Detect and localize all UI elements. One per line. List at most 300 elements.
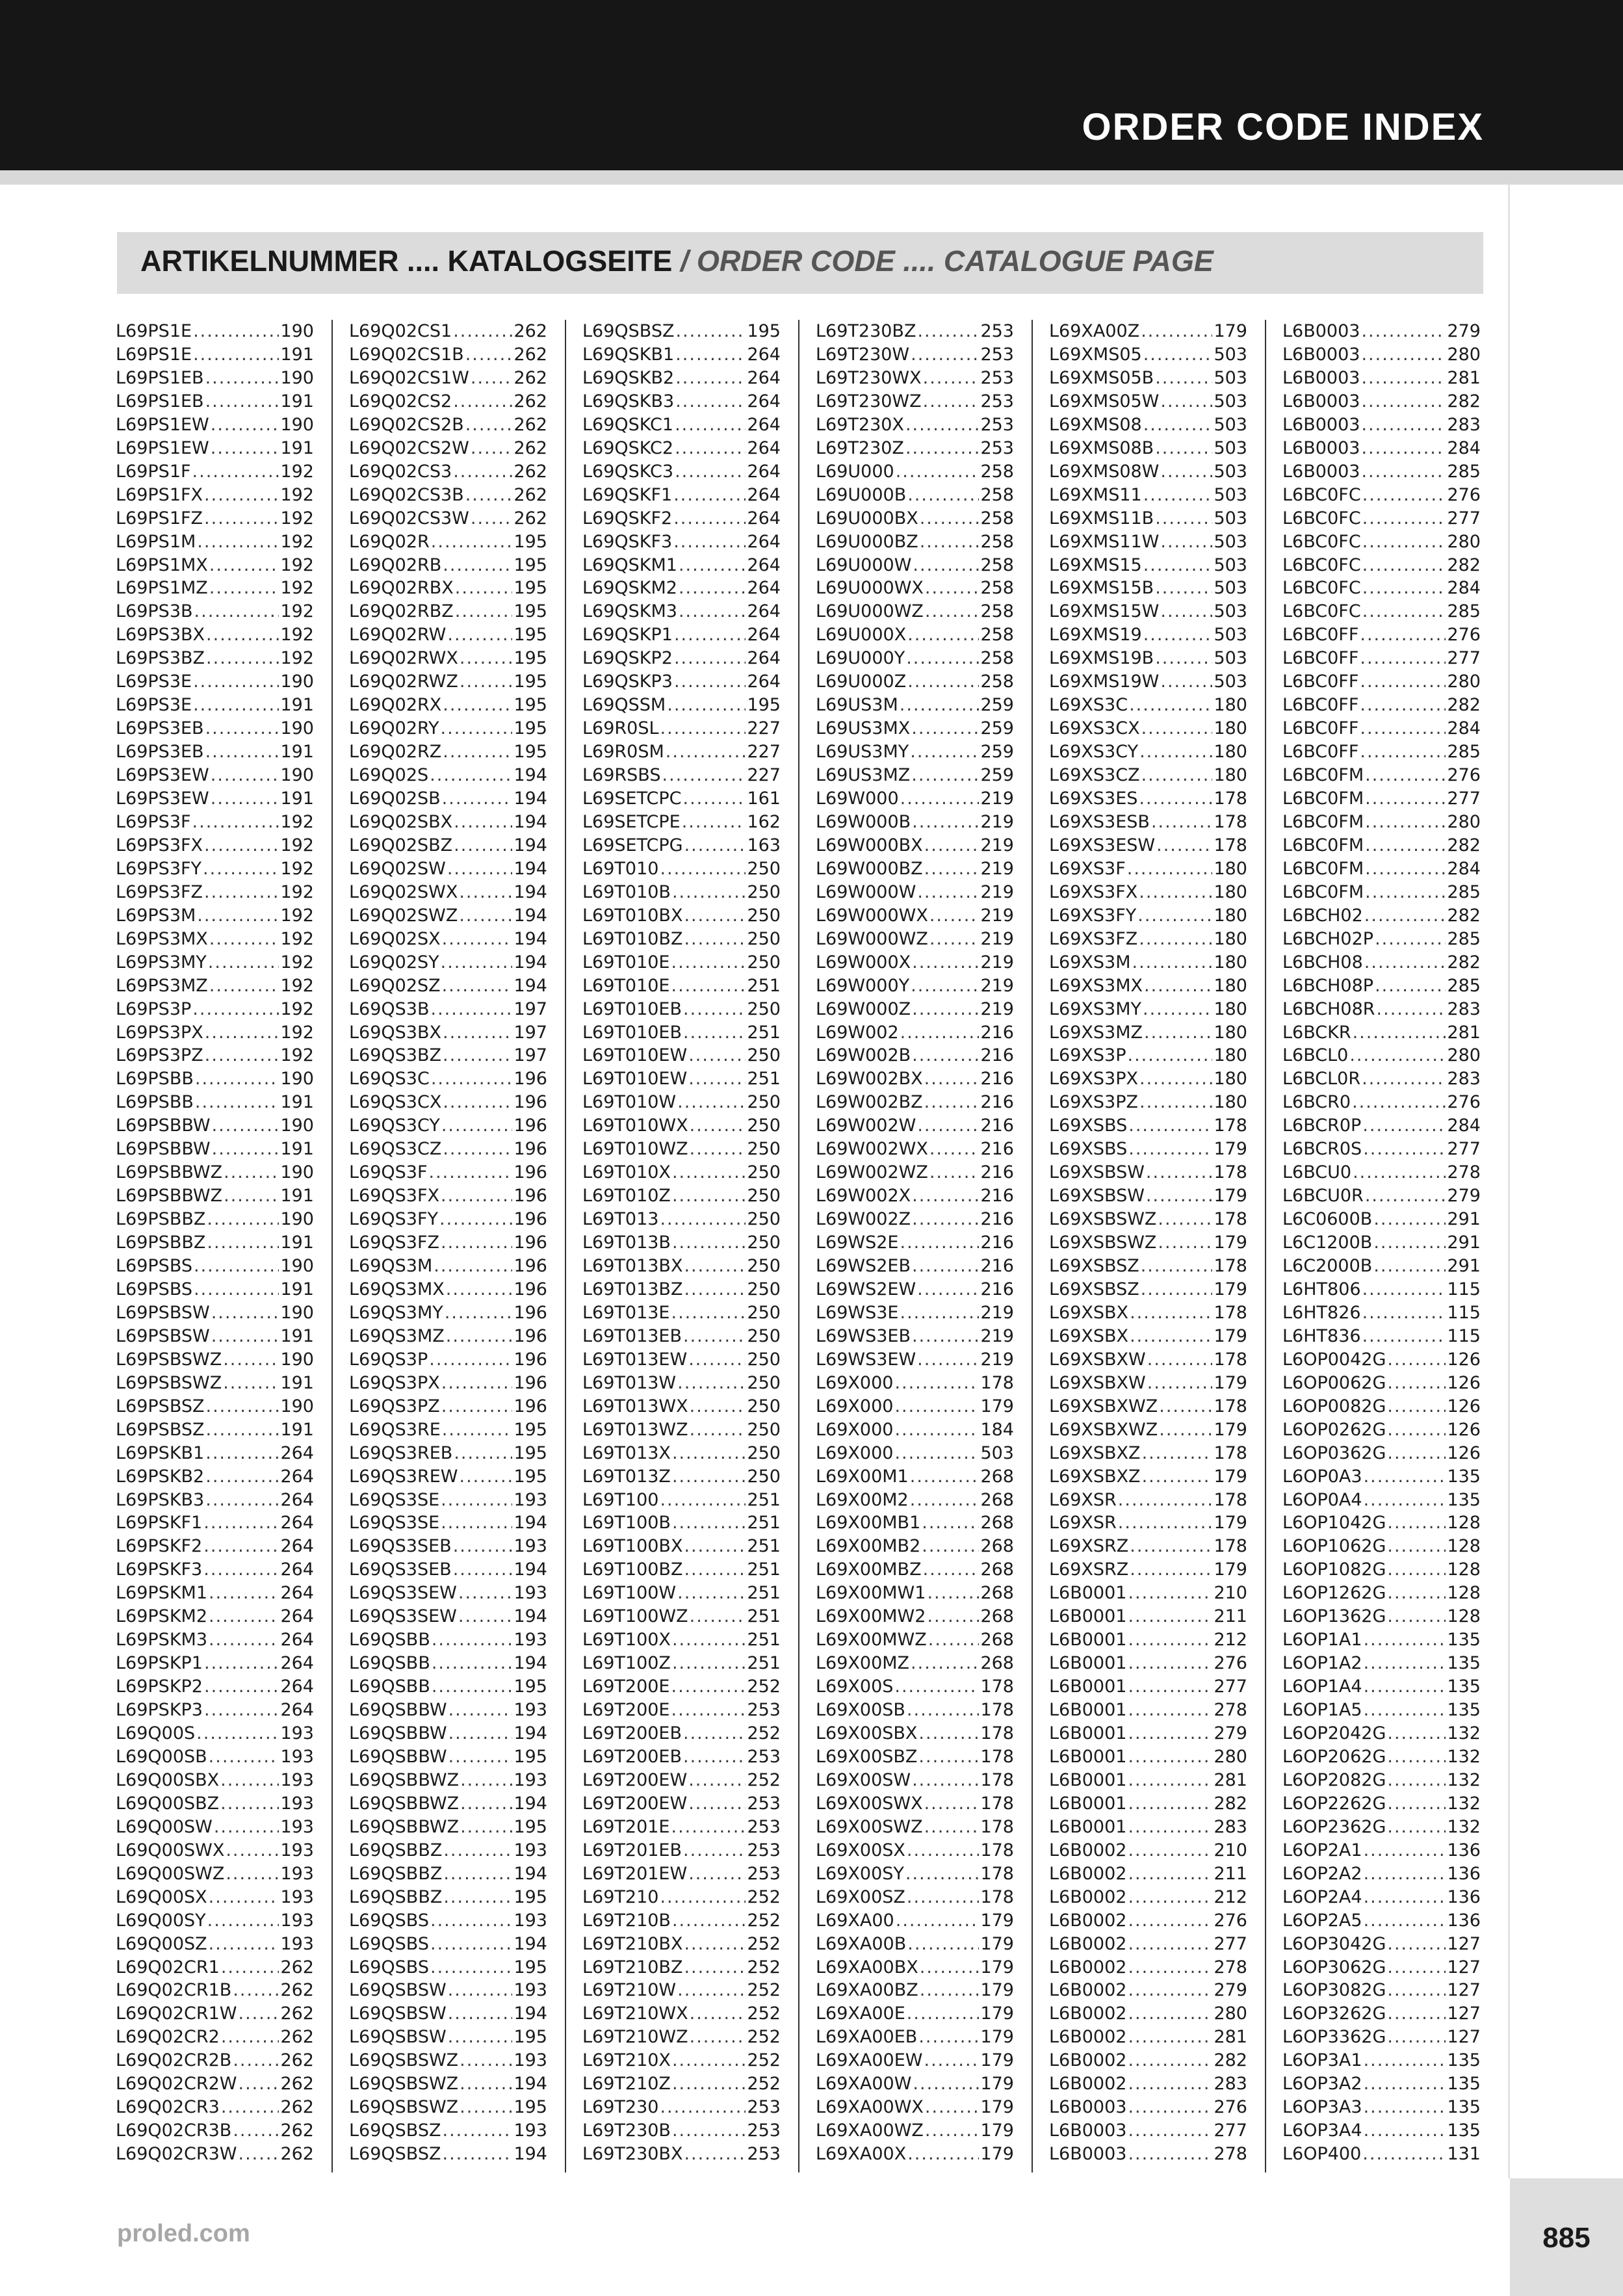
leader-dots xyxy=(1364,904,1446,928)
catalogue-page: 250 xyxy=(747,881,781,902)
order-code: L69XSR xyxy=(1049,1513,1117,1533)
leader-dots xyxy=(1160,390,1212,413)
index-entry xyxy=(582,1745,781,1769)
catalogue-page: 196 xyxy=(513,1256,547,1276)
order-code: L69QSBBW xyxy=(349,1723,447,1743)
index-entry xyxy=(349,1489,547,1512)
leader-dots xyxy=(679,554,746,577)
leader-dots xyxy=(453,390,512,413)
catalogue-page: 196 xyxy=(513,1209,547,1230)
index-entry xyxy=(349,1839,547,1862)
leader-dots xyxy=(1141,764,1213,787)
order-code: L69Q02RBZ xyxy=(349,601,454,622)
leader-dots xyxy=(460,1769,512,1792)
order-code: L6OP400 xyxy=(1282,2144,1362,2165)
catalogue-page: 282 xyxy=(1447,554,1481,575)
index-entry xyxy=(816,2049,1014,2072)
order-code: L69QSBB xyxy=(349,1630,430,1650)
catalogue-page: 279 xyxy=(1214,1980,1247,2001)
index-entry xyxy=(1049,1933,1247,1956)
order-code: L69XS3C xyxy=(1049,695,1128,716)
index-entry xyxy=(582,367,781,390)
catalogue-page: 258 xyxy=(980,625,1014,646)
leader-dots xyxy=(1387,1933,1446,1956)
index-entry xyxy=(816,1372,1014,1395)
leader-dots xyxy=(894,1418,979,1442)
index-entry xyxy=(349,1605,547,1628)
order-code: L6OP2A5 xyxy=(1282,1910,1362,1931)
order-code: L69T010X xyxy=(582,1162,671,1183)
order-code: L69XA00 xyxy=(816,1910,894,1931)
leader-dots xyxy=(226,1839,279,1862)
leader-dots xyxy=(203,857,279,881)
order-code: L6B0002 xyxy=(1049,1886,1127,1907)
catalogue-page: 210 xyxy=(1214,1583,1247,1604)
leader-dots xyxy=(683,1325,746,1348)
index-entry xyxy=(1049,1231,1247,1255)
index-entry xyxy=(816,998,1014,1021)
index-entry xyxy=(582,740,781,764)
catalogue-page: 191 xyxy=(280,1139,314,1160)
leader-dots xyxy=(920,530,980,554)
leader-dots xyxy=(194,1255,279,1278)
leader-dots xyxy=(1128,1044,1213,1067)
order-code: L69PSBSW xyxy=(116,1325,210,1346)
index-entry xyxy=(1282,1792,1481,1816)
index-entry xyxy=(1049,1301,1247,1325)
index-entry xyxy=(582,1839,781,1862)
index-entry xyxy=(582,1348,781,1372)
index-entry xyxy=(582,2072,781,2096)
order-code: L69R0SL xyxy=(582,718,659,739)
order-code: L69W000Y xyxy=(816,975,910,996)
catalogue-page: 179 xyxy=(1214,321,1247,341)
catalogue-page: 132 xyxy=(1447,1723,1481,1743)
order-code: L69QSBS xyxy=(349,1957,429,1977)
catalogue-page: 178 xyxy=(1214,789,1247,809)
order-code: L69T100WZ xyxy=(582,1606,688,1627)
leader-dots xyxy=(1139,787,1212,811)
index-entry xyxy=(116,1348,314,1372)
index-entry xyxy=(1049,670,1247,694)
order-code: L69Q00SY xyxy=(116,1910,206,1931)
leader-dots xyxy=(443,740,512,764)
catalogue-page: 264 xyxy=(747,367,781,388)
leader-dots xyxy=(441,1114,513,1138)
leader-dots xyxy=(1362,600,1446,623)
index-entry xyxy=(116,600,314,623)
index-entry xyxy=(1049,740,1247,764)
order-code: L69Q00SW xyxy=(116,1816,213,1837)
order-code: L69PS3PZ xyxy=(116,1045,203,1066)
catalogue-page: 283 xyxy=(1447,1069,1481,1089)
catalogue-page: 194 xyxy=(513,1793,547,1814)
leader-dots xyxy=(912,1325,979,1348)
column-divider xyxy=(1032,320,1033,2172)
leader-dots xyxy=(1128,1722,1212,1745)
catalogue-page: 285 xyxy=(1447,928,1481,949)
leader-dots xyxy=(193,343,279,367)
catalogue-page: 178 xyxy=(1214,1162,1247,1183)
leader-dots xyxy=(1160,460,1212,484)
leader-dots xyxy=(211,764,279,787)
order-code: L69QS3RE xyxy=(349,1419,441,1440)
index-entry xyxy=(1282,904,1481,928)
catalogue-page: 280 xyxy=(1447,1045,1481,1066)
catalogue-page: 280 xyxy=(1214,2003,1247,2024)
order-code: L69XS3M xyxy=(1049,952,1131,972)
catalogue-page: 194 xyxy=(513,1653,547,1674)
index-entry xyxy=(1282,1278,1481,1301)
index-entry xyxy=(1049,2119,1247,2143)
index-entry xyxy=(349,1862,547,1886)
leader-dots xyxy=(1141,717,1213,740)
leader-dots xyxy=(1139,928,1212,951)
leader-dots xyxy=(205,390,279,413)
order-code: L6BCKR xyxy=(1282,1022,1351,1043)
catalogue-page: 136 xyxy=(1447,1910,1481,1931)
order-code: L69Q02SZ xyxy=(349,975,441,996)
leader-dots xyxy=(233,2119,279,2143)
leader-dots xyxy=(673,507,746,530)
leader-dots xyxy=(1362,507,1446,530)
catalogue-page: 262 xyxy=(513,321,547,341)
index-entry xyxy=(349,1325,547,1348)
index-entry xyxy=(1282,2143,1481,2166)
leader-dots xyxy=(233,2049,279,2072)
order-code: L6B0003 xyxy=(1049,2120,1127,2141)
catalogue-page: 264 xyxy=(747,601,781,622)
catalogue-page: 291 xyxy=(1447,1256,1481,1276)
leader-dots xyxy=(912,1769,979,1792)
leader-dots xyxy=(205,1465,279,1489)
leader-dots xyxy=(430,1933,512,1956)
leader-dots xyxy=(917,1278,979,1301)
order-code: L69WS3EB xyxy=(816,1325,911,1346)
index-entry xyxy=(582,1395,781,1418)
order-code: L69PSBSW xyxy=(116,1302,210,1323)
leader-dots xyxy=(1362,530,1446,554)
leader-dots xyxy=(927,1582,979,1605)
leader-dots xyxy=(1373,1255,1446,1278)
order-code: L69QS3C xyxy=(349,1069,430,1089)
index-entry xyxy=(582,1722,781,1745)
catalogue-page: 219 xyxy=(980,789,1014,809)
order-code: L69PSKP3 xyxy=(116,1700,203,1721)
catalogue-page: 195 xyxy=(513,1957,547,1977)
order-code: L69W002WZ xyxy=(816,1162,928,1183)
index-entry xyxy=(582,1442,781,1465)
catalogue-page: 194 xyxy=(513,975,547,996)
index-entry xyxy=(582,1231,781,1255)
order-code: L69T013 xyxy=(582,1209,659,1230)
catalogue-page: 178 xyxy=(980,1746,1014,1767)
leader-dots xyxy=(1364,1839,1446,1862)
order-code: L69PSKF1 xyxy=(116,1513,203,1533)
order-code: L69T013BX xyxy=(582,1256,683,1276)
catalogue-page: 196 xyxy=(513,1302,547,1323)
catalogue-page: 194 xyxy=(513,835,547,855)
catalogue-page: 163 xyxy=(747,835,781,855)
catalogue-page: 161 xyxy=(747,789,781,809)
order-code: L69QSBBZ xyxy=(349,1886,443,1907)
order-code: L69XS3PZ xyxy=(1049,1092,1138,1113)
order-code: L6OP1042G xyxy=(1282,1513,1386,1533)
catalogue-page: 178 xyxy=(1214,1115,1247,1136)
catalogue-page: 278 xyxy=(1447,1162,1481,1183)
catalogue-page: 192 xyxy=(280,531,314,552)
leader-dots xyxy=(683,1722,746,1745)
index-entry xyxy=(116,1769,314,1792)
order-code: L6OP3082G xyxy=(1282,1980,1386,2001)
order-code: L69XSRZ xyxy=(1049,1536,1129,1557)
index-entry xyxy=(116,1091,314,1114)
leader-dots xyxy=(672,881,746,904)
order-code: L69XA00W xyxy=(816,2074,912,2094)
index-entry xyxy=(1282,1558,1481,1582)
catalogue-page: 179 xyxy=(1214,1139,1247,1160)
index-entry xyxy=(1282,1722,1481,1745)
order-code: L6C2000B xyxy=(1282,1256,1373,1276)
index-entry xyxy=(1049,1465,1247,1489)
index-entry xyxy=(349,1558,547,1582)
order-code: L69T100BZ xyxy=(582,1559,683,1580)
catalogue-page: 281 xyxy=(1214,1769,1247,1790)
leader-dots xyxy=(453,460,512,484)
order-code: L6OP0262G xyxy=(1282,1419,1386,1440)
catalogue-page: 252 xyxy=(747,1769,781,1790)
leader-dots xyxy=(1128,2049,1212,2072)
index-entry xyxy=(116,343,314,367)
order-code: L6OP2082G xyxy=(1282,1769,1386,1790)
leader-dots xyxy=(928,1628,980,1652)
index-entry xyxy=(1282,1255,1481,1278)
catalogue-page: 262 xyxy=(513,414,547,435)
order-code: L6B0002 xyxy=(1049,1933,1127,1954)
leader-dots xyxy=(443,1044,512,1067)
leader-dots xyxy=(209,1933,279,1956)
order-code: L69QSKP3 xyxy=(582,672,673,692)
leader-dots xyxy=(1128,1816,1212,1839)
index-column xyxy=(349,320,547,2172)
order-code: L69X00MZ xyxy=(816,1653,910,1674)
order-code: L69PS3EB xyxy=(116,718,204,739)
leader-dots xyxy=(205,367,279,390)
catalogue-page: 253 xyxy=(980,367,1014,388)
catalogue-page: 276 xyxy=(1214,2097,1247,2118)
leader-dots xyxy=(1364,1886,1446,1909)
order-code: L69QS3PZ xyxy=(349,1396,440,1416)
order-code: L69QSKM2 xyxy=(582,578,677,599)
order-code: L69WS3E xyxy=(816,1302,899,1323)
index-entry xyxy=(816,2119,1014,2143)
leader-dots xyxy=(1128,1886,1212,1909)
index-entry xyxy=(816,694,1014,717)
leader-dots xyxy=(690,1395,746,1418)
index-entry xyxy=(349,484,547,507)
order-code: L69U000W xyxy=(816,554,912,575)
order-code: L69QSBSW xyxy=(349,1980,447,2001)
catalogue-page: 276 xyxy=(1214,1910,1247,1931)
order-code: L69Q02CR3W xyxy=(116,2144,237,2165)
leader-dots xyxy=(1364,1628,1446,1652)
catalogue-page: 127 xyxy=(1447,1933,1481,1954)
index-entry xyxy=(349,928,547,951)
order-code: L69XSBXWZ xyxy=(1049,1419,1158,1440)
leader-dots xyxy=(1128,1582,1212,1605)
leader-dots xyxy=(1387,1442,1446,1465)
order-code: L6B0002 xyxy=(1049,1840,1127,1860)
leader-dots xyxy=(209,928,279,951)
catalogue-page: 128 xyxy=(1447,1559,1481,1580)
order-code: L69PSKM2 xyxy=(116,1606,207,1627)
order-code: L69X00SB xyxy=(816,1700,905,1721)
index-entry xyxy=(582,881,781,904)
catalogue-page: 195 xyxy=(513,648,547,669)
order-code: L6HT806 xyxy=(1282,1279,1361,1299)
order-code: L6BC0FM xyxy=(1282,835,1364,855)
index-entry xyxy=(116,484,314,507)
leader-dots xyxy=(205,1442,279,1465)
order-code: L6BC0FF xyxy=(1282,718,1359,739)
order-code: L69XMS05B xyxy=(1049,367,1154,388)
index-entry xyxy=(582,1465,781,1489)
catalogue-page: 193 xyxy=(280,1840,314,1860)
leader-dots xyxy=(672,2119,746,2143)
order-code: L69T200EB xyxy=(582,1746,682,1767)
index-entry xyxy=(816,881,1014,904)
order-code: L69Q02CR1B xyxy=(116,1980,232,2001)
catalogue-page: 280 xyxy=(1447,531,1481,552)
order-code: L69QS3MX xyxy=(349,1279,445,1299)
subtitle-english: ORDER CODE .... CATALOGUE PAGE xyxy=(696,244,1214,278)
leader-dots xyxy=(1362,1325,1446,1348)
index-entry xyxy=(582,1652,781,1675)
leader-dots xyxy=(925,600,980,623)
leader-dots xyxy=(660,1208,746,1231)
index-entry xyxy=(582,623,781,647)
index-entry xyxy=(116,1301,314,1325)
catalogue-page: 180 xyxy=(1214,1022,1247,1043)
order-code: L69U000WZ xyxy=(816,601,924,622)
catalogue-page: 193 xyxy=(280,1886,314,1907)
leader-dots xyxy=(683,998,746,1021)
index-entry xyxy=(116,834,314,857)
order-code: L69PS3EW xyxy=(116,789,209,809)
leader-dots xyxy=(924,857,980,881)
leader-dots xyxy=(900,787,980,811)
catalogue-page: 196 xyxy=(513,1396,547,1416)
index-entry xyxy=(1049,904,1247,928)
catalogue-page: 126 xyxy=(1447,1419,1481,1440)
index-entry xyxy=(816,1091,1014,1114)
catalogue-page: 191 xyxy=(280,742,314,763)
order-code: L6B0002 xyxy=(1049,2074,1127,2094)
leader-dots xyxy=(443,1091,512,1114)
catalogue-page: 227 xyxy=(747,718,781,739)
index-entry xyxy=(1049,951,1247,974)
index-entry xyxy=(816,343,1014,367)
leader-dots xyxy=(1142,1442,1213,1465)
catalogue-page: 252 xyxy=(747,1886,781,1907)
order-code: L6B0001 xyxy=(1049,1746,1127,1767)
index-entry xyxy=(582,998,781,1021)
catalogue-page: 180 xyxy=(1214,765,1247,786)
leader-dots xyxy=(918,1722,979,1745)
leader-dots xyxy=(672,2049,746,2072)
order-code: L69QSBB xyxy=(349,1653,430,1674)
index-entry xyxy=(1282,2096,1481,2119)
leader-dots xyxy=(672,1511,746,1535)
catalogue-page: 219 xyxy=(980,835,1014,855)
catalogue-page: 216 xyxy=(980,1069,1014,1089)
order-code: L69QSKP1 xyxy=(582,625,673,646)
index-entry xyxy=(1049,437,1247,460)
index-entry xyxy=(349,2143,547,2166)
index-entry xyxy=(1282,413,1481,437)
catalogue-page: 253 xyxy=(747,2144,781,2165)
order-code: L69XSBSWZ xyxy=(1049,1209,1157,1230)
catalogue-page: 196 xyxy=(513,1233,547,1253)
catalogue-page: 178 xyxy=(1214,1349,1247,1370)
index-entry xyxy=(1049,460,1247,484)
order-code: L69PSBS xyxy=(116,1279,193,1299)
order-code: L69XMS05 xyxy=(1049,344,1142,365)
leader-dots xyxy=(224,1161,279,1184)
catalogue-page: 259 xyxy=(980,695,1014,716)
order-code: L69QS3F xyxy=(349,1162,428,1183)
leader-dots xyxy=(1387,1956,1446,1979)
index-entry xyxy=(349,577,547,600)
leader-dots xyxy=(1364,1465,1446,1489)
order-code: L69T230X xyxy=(816,414,904,435)
order-code: L69T010E xyxy=(582,952,670,972)
leader-dots xyxy=(447,857,513,881)
leader-dots xyxy=(206,1418,279,1442)
leader-dots xyxy=(224,1184,279,1208)
leader-dots xyxy=(211,413,279,437)
catalogue-page: 180 xyxy=(1214,998,1247,1019)
index-entry xyxy=(1049,1675,1247,1699)
catalogue-page: 253 xyxy=(747,2097,781,2118)
catalogue-page: 128 xyxy=(1447,1583,1481,1604)
index-entry xyxy=(116,2096,314,2119)
catalogue-page: 210 xyxy=(1214,1840,1247,1860)
catalogue-page: 503 xyxy=(1214,484,1247,505)
leader-dots xyxy=(1128,1605,1212,1628)
catalogue-page: 191 xyxy=(280,344,314,365)
catalogue-page: 284 xyxy=(1447,718,1481,739)
index-entry xyxy=(816,1628,1014,1652)
order-code: L6BC0FM xyxy=(1282,881,1364,902)
index-entry xyxy=(816,1161,1014,1184)
leader-dots xyxy=(1387,1605,1446,1628)
leader-dots xyxy=(207,1909,279,1933)
leader-dots xyxy=(441,717,513,740)
order-code: L69QSBSW xyxy=(349,2027,447,2048)
index-entry xyxy=(816,1114,1014,1138)
order-code: L69W002W xyxy=(816,1115,916,1136)
catalogue-page: 216 xyxy=(980,1256,1014,1276)
index-entry xyxy=(116,1933,314,1956)
index-entry xyxy=(1049,1816,1247,1839)
index-entry xyxy=(1282,1114,1481,1138)
leader-dots xyxy=(443,1886,512,1909)
index-entry xyxy=(1282,507,1481,530)
catalogue-page: 250 xyxy=(747,1209,781,1230)
leader-dots xyxy=(448,1979,513,2002)
leader-dots xyxy=(675,343,746,367)
